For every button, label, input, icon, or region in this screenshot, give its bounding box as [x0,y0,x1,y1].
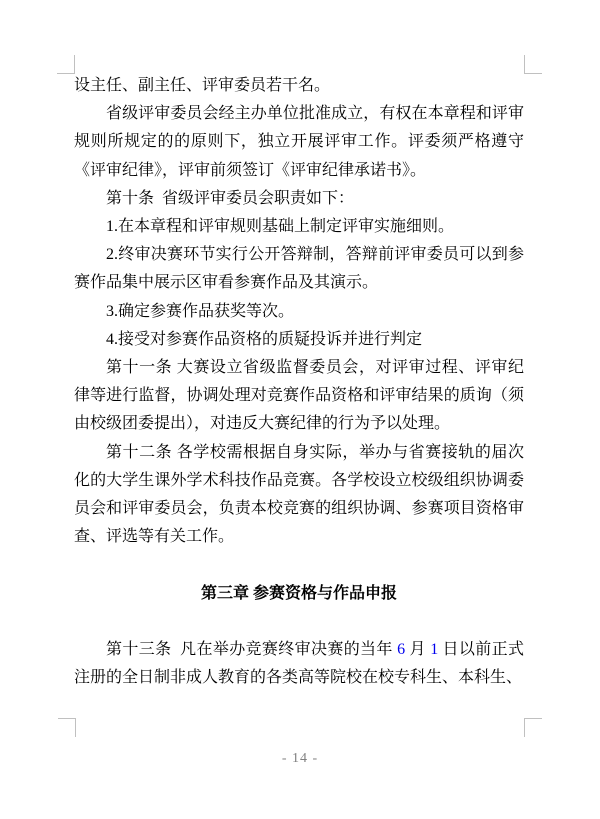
paragraph [74,213,524,241]
highlighted-number: 1 [430,641,439,659]
paragraph [74,72,524,100]
text-run: 设主任、副主任、评审委员若干名。 [74,77,331,94]
text-run: 3.确定参赛作品获奖等次。 [106,302,295,320]
paragraph [74,100,524,185]
text-run: 第十一条 大赛设立省级监督委员会，对评审过程、评审纪律等进行监督，协调处理对竞赛作品资格和评审结果的质询（须由校级团委提出），对违反大赛纪律的行为予以处理。 [74,359,524,433]
text-run: 第十条 省级评审委员会职责如下： [106,189,355,207]
text-run: 1.在本章程和评审规则基础上制定评审实施细则。 [106,218,455,236]
text-run: 日以前正式注册的全日制非成人教育的各类高等院校在校专科生、本科生、 [74,641,524,687]
chapter-heading [74,580,524,608]
text-run: 第十二条 各学校需根据自身实际，举办与省赛接轨的届次化的大学生课外学术科技作品竞赛。各学校设立校级组织协调委员会和评审委员会，负责本校竞赛的组织协调、参赛项目资格审查、评选等有关工作。 [74,443,524,546]
paragraph [74,298,524,326]
blank-line [74,608,524,636]
paragraph [74,354,524,439]
paragraph [74,326,524,354]
paragraph [74,439,524,552]
blank-line [74,551,524,579]
paragraph [74,241,524,297]
text-boundary-mark-top-left [57,55,75,74]
text-run: 4.接受对参赛作品资格的质疑投诉并进行判定 [106,330,423,348]
text-run: 2.终审决赛环节实行公开答辩制，答辩前评审委员可以到参赛作品集中展示区审看参赛作品及其演示。 [74,246,524,292]
paragraph [74,636,524,692]
text-run: 第十三条 凡在举办竞赛终审决赛的当年 [106,641,398,659]
text-run: 省级评审委员会经主办单位批准成立，有权在本章程和评审规则所规定的的原则下，独立开展评审工作。评委须严格遵守《评审纪律》，评审前须签订《评审纪律承诺书》。 [74,105,524,179]
text-run: 月 [405,641,431,659]
text-boundary-mark-bottom-left [58,718,76,737]
document-body [74,72,524,692]
page-number: - 14 - [281,751,319,766]
paragraph [74,185,524,213]
text-boundary-mark-bottom-right [524,718,542,737]
text-run: 第三章 参赛资格与作品申报 [200,584,397,602]
text-boundary-mark-top-right [524,55,542,74]
highlighted-number: 6 [397,641,406,659]
